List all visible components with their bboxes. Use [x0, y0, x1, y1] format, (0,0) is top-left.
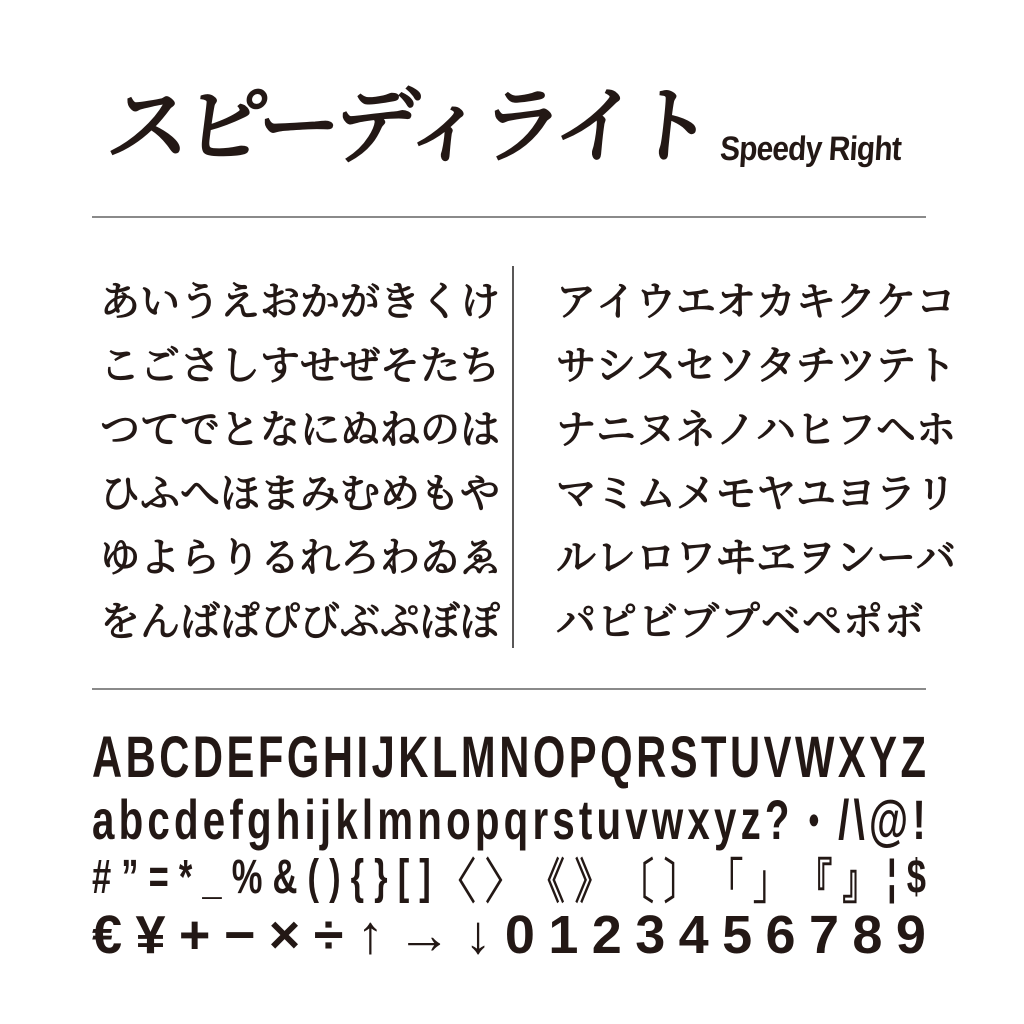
glyph: た [420, 343, 460, 388]
glyph: め [380, 471, 420, 516]
glyph: バ [916, 535, 956, 580]
glyph: ぶ [340, 599, 380, 644]
glyph: ト [916, 343, 956, 388]
glyph: 〕 [663, 855, 699, 909]
glyph: び [300, 599, 340, 644]
glyph: る [260, 535, 300, 580]
numerals-row [92, 904, 926, 966]
glyph: ろ [340, 535, 380, 580]
glyph: ピ [597, 599, 637, 644]
glyph: % [231, 850, 263, 904]
font-title-english: Speedy Right [718, 130, 902, 168]
glyph: c [147, 787, 170, 851]
glyph: う [180, 279, 220, 324]
glyph: ) [329, 850, 341, 904]
glyph: が [340, 279, 380, 324]
glyph: ロ [636, 535, 676, 580]
glyph: ツ [836, 343, 876, 388]
katakana-row [556, 458, 956, 522]
glyph: r [532, 787, 549, 851]
glyph: l [361, 787, 374, 851]
glyph: Y [869, 724, 898, 790]
glyph: 〉 [485, 855, 520, 909]
glyph: a [92, 787, 115, 851]
glyph: / [838, 787, 850, 851]
glyph: ぽ [460, 599, 500, 644]
katakana-column [556, 266, 956, 650]
glyph: 』 [842, 855, 877, 909]
glyph: d [173, 787, 199, 851]
glyph: ¥ [135, 905, 166, 965]
glyph: ア [556, 279, 596, 324]
glyph: ケ [876, 279, 916, 324]
glyph: ゐ [420, 535, 460, 580]
glyph: り [220, 535, 260, 580]
glyph: } [374, 850, 388, 904]
glyph: さ [180, 343, 220, 388]
glyph: パ [556, 599, 596, 644]
glyph: { [350, 850, 365, 904]
glyph: $ [906, 850, 926, 904]
glyph: ペ [802, 599, 842, 644]
glyph: へ [180, 471, 220, 516]
glyph: h [275, 787, 301, 851]
glyph: チ [796, 343, 836, 388]
glyph: ボ [884, 599, 924, 644]
glyph: O [532, 724, 566, 790]
glyph: b [118, 787, 144, 851]
glyph: € [92, 905, 123, 965]
glyph: イ [596, 279, 636, 324]
glyph: T [701, 724, 727, 790]
glyph: ヱ [756, 535, 796, 580]
glyph: 》 [574, 855, 610, 909]
glyph: S [669, 724, 698, 790]
glyph: か [300, 279, 340, 324]
glyph: m [377, 787, 414, 851]
glyph: \ [853, 787, 865, 851]
glyph: ¦ [886, 850, 897, 904]
glyph: ひ [100, 471, 140, 516]
glyph: ふ [140, 471, 180, 516]
glyph: q [503, 787, 529, 851]
glyph: テ [876, 343, 916, 388]
header [102, 74, 924, 179]
glyph: 「 [708, 855, 744, 909]
glyph: V [763, 724, 792, 790]
glyph: I [356, 724, 369, 790]
glyph: ぜ [340, 343, 380, 388]
glyph: P [568, 724, 597, 790]
glyph: シ [596, 343, 636, 388]
glyph: ム [636, 471, 676, 516]
glyph: ミ [596, 471, 636, 516]
glyph: ス [636, 343, 676, 388]
katakana-row [556, 330, 956, 394]
glyph: あ [100, 279, 140, 324]
glyph: u [596, 787, 622, 851]
glyph: x [687, 787, 710, 851]
katakana-row [556, 522, 956, 586]
glyph: ク [836, 279, 876, 324]
glyph: J [371, 724, 395, 790]
glyph: れ [300, 535, 340, 580]
glyph: サ [556, 343, 596, 388]
katakana-row [556, 586, 924, 650]
glyph: G [286, 724, 320, 790]
glyph: e [202, 787, 226, 851]
glyph: ・ [793, 791, 834, 854]
glyph: k [335, 787, 358, 851]
glyph: ” [121, 850, 139, 904]
glyph: そ [380, 343, 420, 388]
glyph: ワ [676, 535, 716, 580]
glyph: 6 [765, 905, 796, 965]
hiragana-row [100, 394, 500, 458]
glyph: Q [600, 724, 633, 790]
glyph: リ [916, 471, 956, 516]
glyph: オ [716, 279, 756, 324]
glyph: ご [140, 343, 180, 388]
glyph: ナ [556, 407, 596, 452]
katakana-row [556, 266, 956, 330]
glyph: 〔 [619, 855, 654, 909]
glyph: ぷ [380, 599, 420, 644]
glyph: z [740, 787, 761, 851]
glyph: t [578, 787, 593, 851]
glyph: む [340, 471, 380, 516]
glyph: え [220, 279, 260, 324]
glyph: ソ [716, 343, 756, 388]
glyph: D [192, 724, 224, 790]
glyph: i [304, 787, 316, 851]
top-divider-rule [92, 216, 926, 218]
glyph: p [474, 787, 500, 851]
glyph: Z [900, 724, 927, 790]
glyph: わ [380, 535, 420, 580]
glyph: ヌ [636, 407, 676, 452]
glyph: み [300, 471, 340, 516]
glyph: セ [676, 343, 716, 388]
glyph: ー [876, 535, 916, 580]
glyph: 1 [548, 905, 579, 965]
glyph: j [319, 787, 332, 851]
glyph: お [260, 279, 300, 324]
hiragana-row [100, 458, 500, 522]
hiragana-row [100, 522, 500, 586]
glyph: o [446, 787, 471, 851]
glyph: カ [756, 279, 796, 324]
glyph: ホ [916, 407, 956, 452]
glyph: ! [912, 787, 926, 851]
glyph: や [460, 471, 500, 516]
glyph: ヒ [796, 407, 836, 452]
glyph: E [226, 724, 255, 790]
glyph: # [92, 850, 112, 904]
glyph: ベ [761, 599, 801, 644]
glyph: w [651, 787, 684, 851]
glyph: ば [180, 599, 220, 644]
glyph: = [148, 850, 169, 904]
glyph: ] [419, 850, 431, 904]
glyph: い [140, 279, 180, 324]
hiragana-column [100, 266, 500, 650]
glyph: ポ [843, 599, 883, 644]
glyph: ヨ [836, 471, 876, 516]
glyph: f [229, 787, 243, 851]
glyph: ノ [716, 407, 756, 452]
glyph: し [220, 343, 260, 388]
glyph: ら [180, 535, 220, 580]
glyph: * [178, 850, 193, 904]
glyph: レ [596, 535, 636, 580]
glyph: W [795, 724, 835, 790]
glyph: y [714, 787, 737, 851]
glyph: ね [380, 407, 420, 452]
glyph: ゆ [100, 535, 140, 580]
glyph: を [100, 599, 140, 644]
glyph: ヤ [756, 471, 796, 516]
glyph: ヰ [716, 535, 756, 580]
glyph: 3 [635, 905, 666, 965]
glyph: ビ [638, 599, 678, 644]
glyph: で [180, 407, 220, 452]
glyph: & [272, 850, 298, 904]
glyph: ↑ [356, 905, 384, 965]
glyph: も [420, 471, 460, 516]
glyph: エ [676, 279, 716, 324]
glyph: す [260, 343, 300, 388]
katakana-row [556, 394, 956, 458]
glyph: プ [720, 599, 760, 644]
glyph: ÷ [313, 905, 344, 965]
glyph: マ [556, 471, 596, 516]
glyph: 4 [678, 905, 709, 965]
glyph: A [92, 724, 123, 790]
glyph: ぴ [260, 599, 300, 644]
glyph: せ [300, 343, 340, 388]
glyph: R [636, 724, 667, 790]
glyph: 0 [504, 905, 535, 965]
glyph: C [159, 724, 190, 790]
glyph: タ [756, 343, 796, 388]
glyph: v [625, 787, 648, 851]
glyph: M [460, 724, 496, 790]
glyph: ほ [220, 471, 260, 516]
glyph: フ [836, 407, 876, 452]
glyph: ん [140, 599, 180, 644]
glyph: は [460, 407, 500, 452]
bottom-divider-rule [92, 688, 926, 690]
glyph: B [125, 724, 156, 790]
glyph: _ [202, 850, 222, 904]
glyph: F [257, 724, 284, 790]
hiragana-row [100, 266, 500, 330]
glyph: ぬ [340, 407, 380, 452]
glyph: ユ [796, 471, 836, 516]
glyph: き [380, 279, 420, 324]
glyph: N [499, 724, 530, 790]
glyph: ラ [876, 471, 916, 516]
glyph: ( [307, 850, 319, 904]
glyph: U [730, 724, 761, 790]
glyph: モ [716, 471, 756, 516]
glyph: く [420, 279, 460, 324]
glyph: キ [796, 279, 836, 324]
glyph: ハ [756, 407, 796, 452]
glyph: ネ [676, 407, 716, 452]
glyph: g [246, 787, 272, 851]
glyph: ? [764, 787, 790, 851]
glyph: ヘ [876, 407, 916, 452]
glyph: ま [260, 471, 300, 516]
glyph: → [397, 905, 452, 965]
glyph: ぱ [220, 599, 260, 644]
glyph: と [220, 407, 260, 452]
glyph: 7 [808, 905, 839, 965]
column-divider [512, 266, 514, 648]
glyph: 〈 [440, 855, 476, 909]
glyph: 『 [797, 855, 833, 909]
glyph: 2 [591, 905, 622, 965]
glyph: ぼ [420, 599, 460, 644]
glyph: 9 [895, 905, 926, 965]
glyph: な [260, 407, 300, 452]
glyph: の [420, 407, 460, 452]
glyph: L [431, 724, 458, 790]
glyph: × [268, 905, 301, 965]
glyph: X [837, 724, 866, 790]
glyph: ゑ [460, 535, 500, 580]
glyph: ヲ [796, 535, 836, 580]
glyph: ン [836, 535, 876, 580]
glyph: こ [100, 343, 140, 388]
glyph: つ [100, 407, 140, 452]
glyph: − [223, 905, 256, 965]
hiragana-row [100, 586, 500, 650]
glyph: @ [868, 787, 909, 851]
glyph: + [178, 905, 211, 965]
glyph: ル [556, 535, 596, 580]
hiragana-row [100, 330, 500, 394]
glyph: 《 [530, 855, 565, 909]
symbols-row [92, 846, 926, 908]
glyph: K [398, 724, 429, 790]
glyph: け [460, 279, 500, 324]
glyph: ウ [636, 279, 676, 324]
glyph: に [300, 407, 340, 452]
glyph: ち [460, 343, 500, 388]
glyph: ↓ [464, 905, 492, 965]
glyph: [ [397, 850, 410, 904]
glyph: H [322, 724, 353, 790]
glyph: メ [676, 471, 716, 516]
glyph: コ [916, 279, 956, 324]
font-title-japanese: スピーディライト [102, 79, 712, 173]
glyph: n [417, 787, 442, 851]
glyph: 8 [852, 905, 883, 965]
glyph: s [552, 787, 575, 851]
latin-lowercase-row [92, 787, 926, 854]
glyph: て [140, 407, 180, 452]
glyph: ブ [679, 599, 719, 644]
glyph: よ [140, 535, 180, 580]
glyph: 」 [753, 855, 788, 909]
glyph: 5 [722, 905, 753, 965]
glyph: ニ [596, 407, 636, 452]
